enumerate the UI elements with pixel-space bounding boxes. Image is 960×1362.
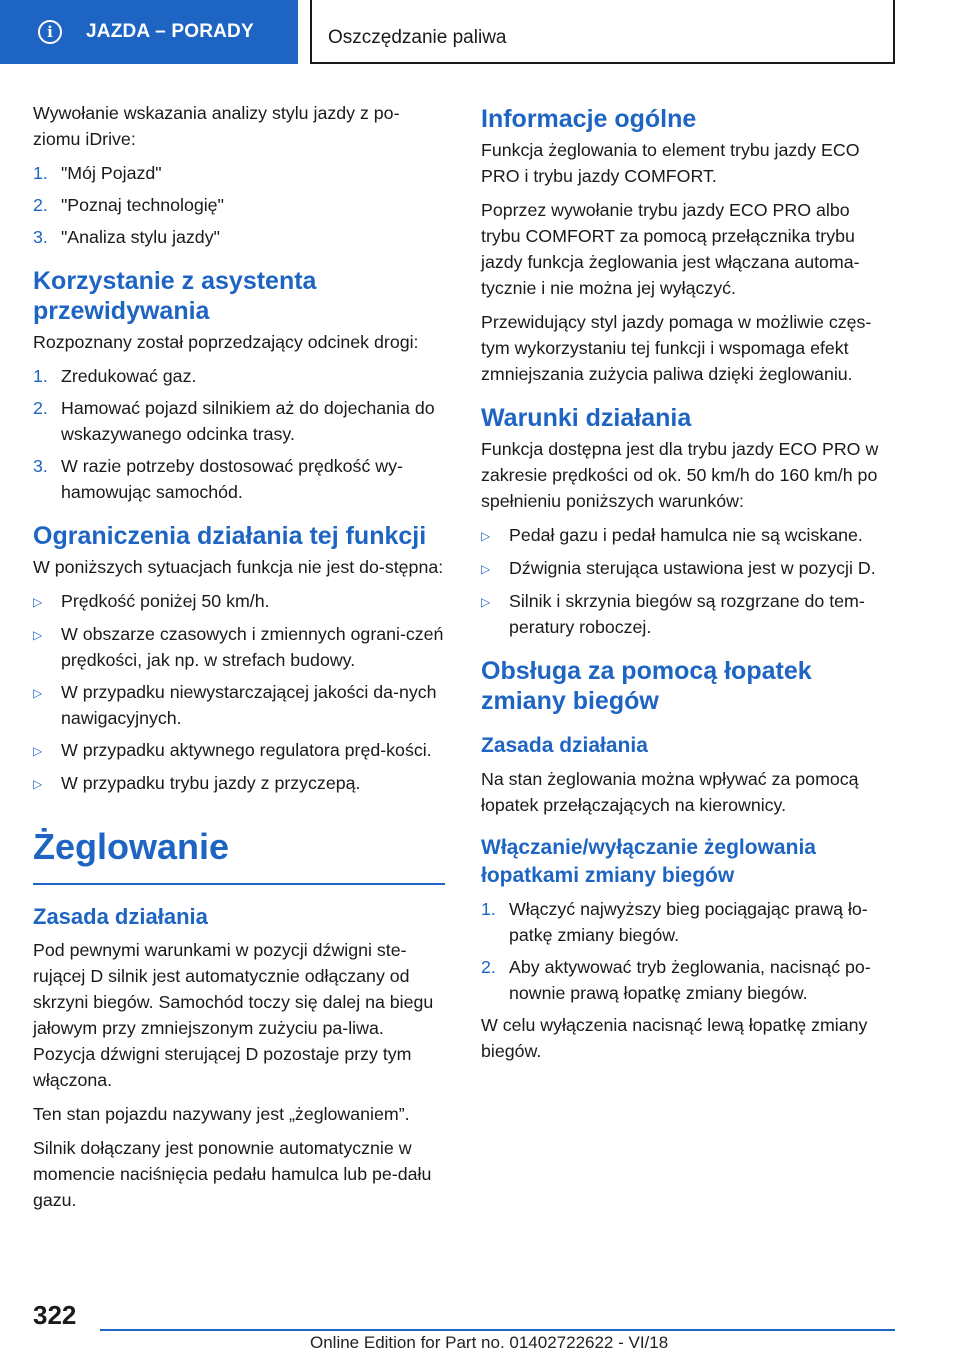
list-item: ▷ Pedał gazu i pedał hamulca nie są wciskane. bbox=[481, 522, 893, 549]
conditions-list bbox=[481, 522, 893, 640]
list-item: 1. "Mój Pojazd" bbox=[33, 163, 162, 183]
heading-assist: Korzystanie z asystenta przewidywania bbox=[33, 267, 317, 325]
triangle-bullet-icon: ▷ bbox=[481, 562, 491, 576]
list-item: 1. Włączyć najwyższy bieg pociągając prawą ło-patkę zmiany biegów. bbox=[481, 899, 868, 945]
general-p3: Przewidujący styl jazdy pomaga w możliwie częs-tym wykorzystaniu tej funkcji i wspomaga efekt zmniejszania zużycia paliwa dzięki żeglowaniu. bbox=[481, 312, 872, 384]
list-item: 2. Hamować pojazd silnikiem aż do dojechania do wskazywanego odcinka trasy. bbox=[33, 398, 435, 444]
right-column bbox=[481, 100, 893, 1072]
list-item: ▷ Dźwignia sterująca ustawiona jest w pozycji D. bbox=[481, 555, 893, 582]
list-item: 3. "Analiza stylu jazdy" bbox=[33, 227, 220, 247]
heading-sailing: Żeglowanie bbox=[33, 826, 230, 867]
principle-p1: Pod pewnymi warunkami w pozycji dźwigni ste-rującej D silnik jest automatycznie odłączany od skrzyni biegów. Samochód toczy się dalej na biegu jałowym przy zmniejszonym zużyciu pa-liwa. Pozycja dźwigni sterującej D pozostaje przy tym włączona. bbox=[33, 940, 434, 1090]
list-item: ▷ Silnik i skrzynia biegów są rozgrzane do tem-peratury roboczej. bbox=[481, 588, 893, 640]
heading-limits: Ograniczenia działania tej funkcji bbox=[33, 522, 427, 550]
list-item: ▷ W przypadku trybu jazdy z przyczepą. bbox=[33, 770, 445, 797]
chapter-tab[interactable] bbox=[0, 0, 298, 64]
heading-paddles: Obsługa za pomocą łopatek zmiany biegów bbox=[481, 657, 812, 715]
limits-text: W poniższych sytuacjach funkcja nie jest do-stępna: bbox=[33, 557, 444, 577]
toggle-end: W celu wyłączenia nacisnąć lewą łopatkę zmiany biegów. bbox=[481, 1015, 868, 1061]
triangle-bullet-icon: ▷ bbox=[33, 777, 43, 791]
assist-steps bbox=[33, 363, 445, 505]
list-item: ▷ W przypadku niewystarczającej jakości da-nych nawigacyjnych. bbox=[33, 679, 445, 731]
triangle-bullet-icon: ▷ bbox=[481, 529, 491, 543]
left-column bbox=[33, 100, 445, 1221]
heading-rule bbox=[33, 883, 445, 885]
principle-p2: Ten stan pojazdu nazywany jest „żeglowaniem”. bbox=[33, 1104, 410, 1124]
list-item: 2. "Poznaj technologię" bbox=[33, 195, 224, 215]
intro-steps bbox=[33, 160, 445, 250]
list-item: 3. W razie potrzeby dostosować prędkość wy-hamowując samochód. bbox=[33, 456, 403, 502]
limits-list bbox=[33, 588, 445, 797]
heading-principle: Zasada działania bbox=[33, 904, 208, 929]
footer-edition: Online Edition for Part no. 01402722622 - VI/18 bbox=[310, 1333, 669, 1352]
conditions-text: Funkcja dostępna jest dla trybu jazdy ECO PRO w zakresie prędkości od ok. 50 km/h do 160 km/h po spełnieniu poniższych warunków: bbox=[481, 439, 879, 511]
list-item: ▷ W obszarze czasowych i zmiennych ograni-czeń prędkości, jak np. w strefach budowy. bbox=[33, 621, 445, 673]
list-item: ▷ W przypadku aktywnego regulatora pręd-kości. bbox=[33, 737, 445, 764]
triangle-bullet-icon: ▷ bbox=[33, 744, 43, 758]
heading-principle-2: Zasada działania bbox=[481, 734, 648, 757]
triangle-bullet-icon: ▷ bbox=[33, 686, 43, 700]
assist-text: Rozpoznany został poprzedzający odcinek drogi: bbox=[33, 332, 419, 352]
triangle-bullet-icon: ▷ bbox=[33, 595, 43, 609]
chapter-title: JAZDA – PORADY bbox=[86, 21, 254, 42]
heading-toggle: Włączanie/wyłączanie żeglowania łopatkami zmiany biegów bbox=[481, 836, 816, 887]
heading-general: Informacje ogólne bbox=[481, 105, 697, 133]
triangle-bullet-icon: ▷ bbox=[481, 595, 491, 609]
toggle-steps bbox=[481, 896, 893, 1006]
general-p2: Poprzez wywołanie trybu jazdy ECO PRO albo trybu COMFORT za pomocą przełącznika trybu jazdy funkcja żeglowania jest włączana automa-tycznie i nie można jej wyłączyć. bbox=[481, 200, 860, 298]
footer-rule bbox=[100, 1329, 895, 1331]
principle2-text: Na stan żeglowania można wpływać za pomocą łopatek przełączających na kierownicy. bbox=[481, 769, 859, 815]
list-item: 1. Zredukować gaz. bbox=[33, 366, 197, 386]
info-icon: i bbox=[38, 20, 62, 44]
list-item: ▷ Prędkość poniżej 50 km/h. bbox=[33, 588, 445, 615]
intro-text: Wywołanie wskazania analizy stylu jazdy z po-ziomu iDrive: bbox=[33, 103, 400, 149]
page-number: 322 bbox=[33, 1300, 77, 1330]
section-title: Oszczędzanie paliwa bbox=[310, 0, 895, 64]
heading-conditions: Warunki działania bbox=[481, 404, 692, 432]
principle-p3: Silnik dołączany jest ponownie automatycznie w momencie naciśnięcia pedału hamulca lub pe-dału gazu. bbox=[33, 1138, 432, 1210]
general-p1: Funkcja żeglowania to element trybu jazdy ECO PRO i trybu jazdy COMFORT. bbox=[481, 140, 860, 186]
triangle-bullet-icon: ▷ bbox=[33, 628, 43, 642]
list-item: 2. Aby aktywować tryb żeglowania, nacisnąć po-nownie prawą łopatkę zmiany biegów. bbox=[481, 957, 871, 1003]
